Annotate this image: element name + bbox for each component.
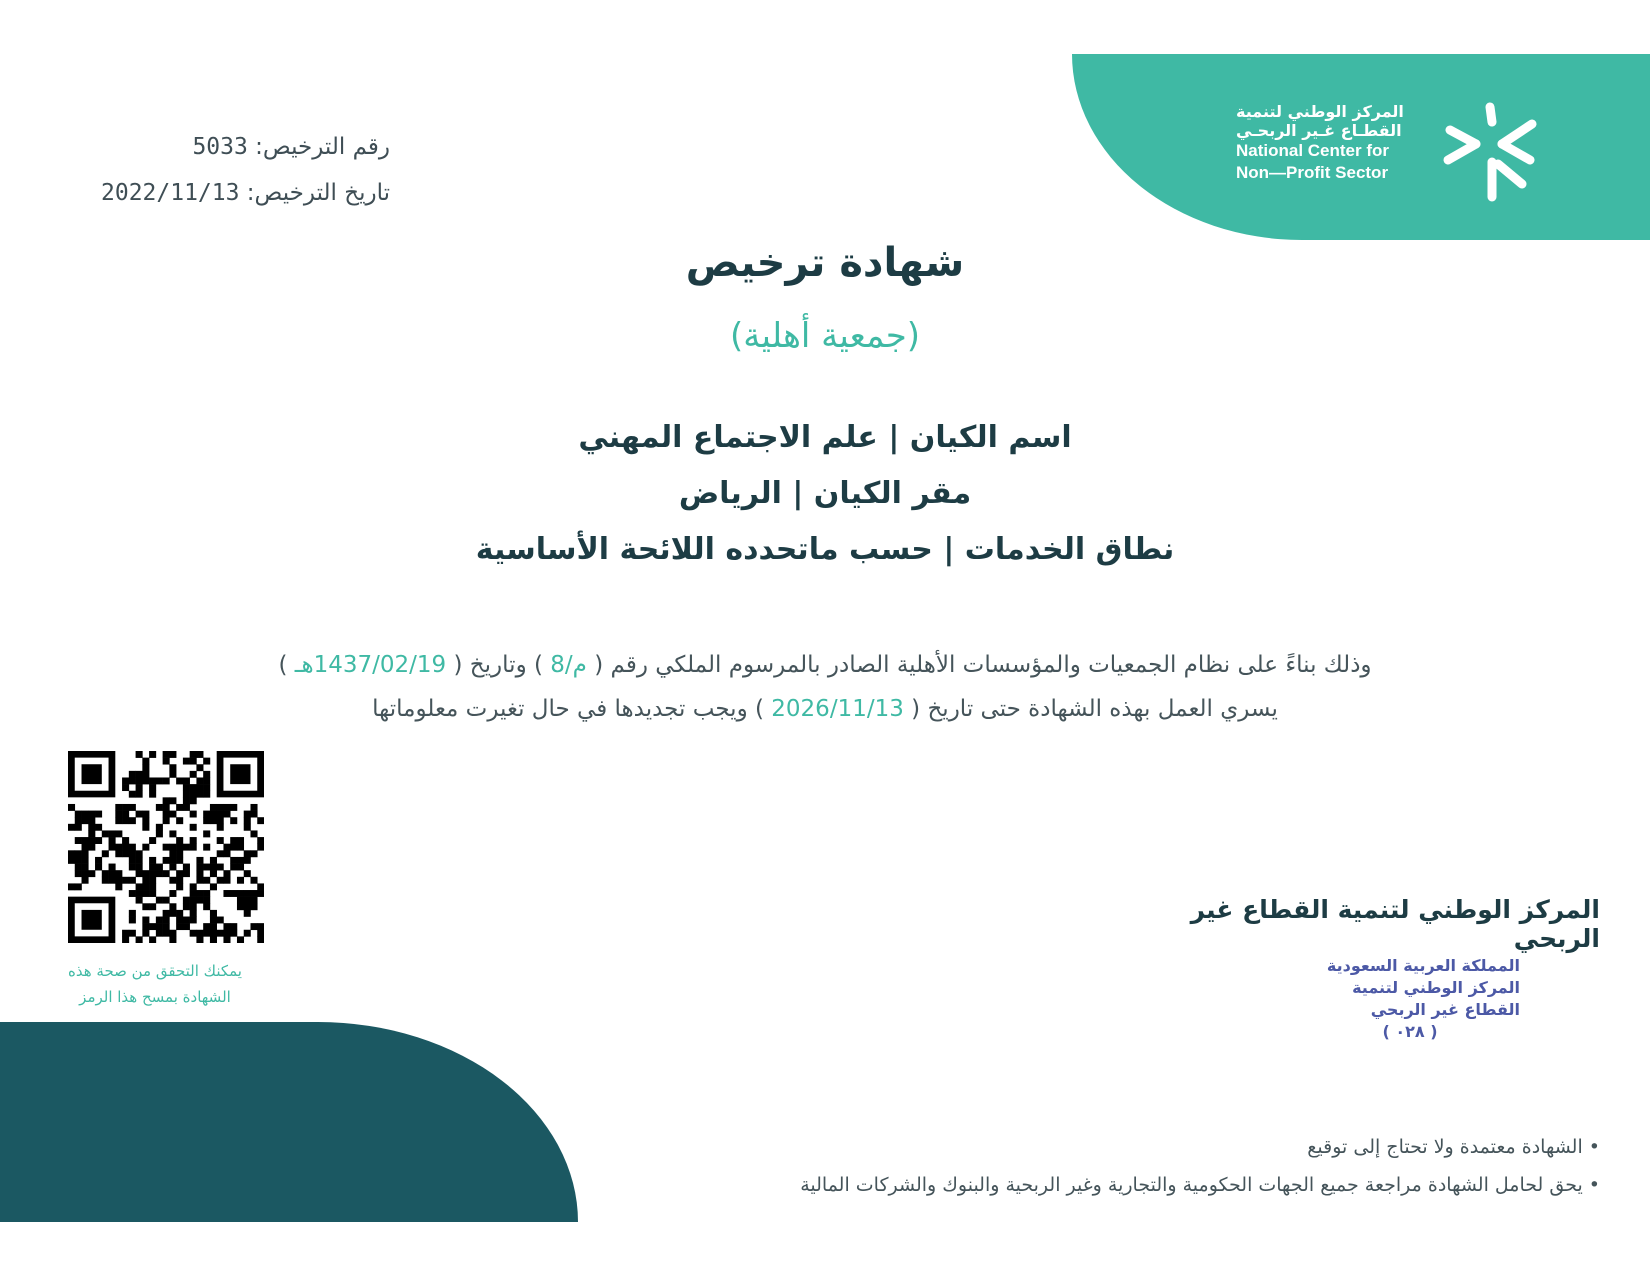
license-number-label: رقم الترخيص:: [255, 134, 390, 160]
stamp-line3: القطاع غير الربحي: [1370, 1000, 1520, 1019]
footer-dark-shape: [0, 1022, 578, 1222]
stamp-line2: المركز الوطني لتنمية: [1352, 978, 1520, 997]
logo-ar-line1: المركز الوطني لتنمية: [1236, 102, 1404, 121]
qr-code: [68, 751, 264, 943]
stamp-line1: المملكة العربية السعودية: [1326, 956, 1520, 975]
body-line1-c: ): [278, 652, 288, 678]
entity-seat: مقر الكيان | الرياض: [678, 476, 972, 511]
body-line-1: [0, 652, 1650, 678]
entity-scope: نطاق الخدمات | حسب ماتحدده اللائحة الأساسية: [475, 532, 1175, 567]
body-line-2: [0, 696, 1650, 722]
note-item: • الشهادة معتمدة ولا تحتاج إلى توقيع: [1307, 1136, 1600, 1158]
license-date-value: 2022/11/13: [101, 180, 240, 206]
note-item: • يحق لحامل الشهادة مراجعة جميع الجهات الحكومية والتجارية وغير الربحية والبنوك والشركات المالية: [800, 1174, 1600, 1196]
logo-mark-icon: [1440, 102, 1540, 202]
decree-date: 1437/02/19هـ: [294, 652, 447, 678]
issuer-name: المركز الوطني لتنمية القطاع غير الربحي: [1190, 895, 1600, 953]
certificate-subtitle: (جمعية أهلية): [729, 316, 921, 356]
decree-number: م/8: [550, 652, 587, 678]
qr-caption: [30, 958, 280, 1010]
qr-caption-line2: الشهادة بمسح هذا الرمز: [79, 988, 231, 1006]
logo-en-line1: National Center for: [1236, 141, 1390, 160]
stamp-number: ( ٠٢٨ ): [1382, 1022, 1438, 1041]
entity-name: اسم الكيان | علم الاجتماع المهني: [578, 420, 1072, 455]
body-line1-a: وذلك بناءً على نظام الجمعيات والمؤسسات الأهلية الصادر بالمرسوم الملكي رقم (: [594, 652, 1372, 678]
body-line1-b: ) وتاريخ (: [453, 652, 543, 678]
body-line2-b: ) ويجب تجديدها في حال تغيرت معلوماتها: [372, 696, 764, 722]
certificate-notes: [700, 1128, 1600, 1204]
license-info: [40, 124, 390, 216]
ncnp-logo: [1236, 102, 1540, 212]
license-number: [40, 124, 390, 170]
qr-caption-line1: يمكنك التحقق من صحة هذه: [68, 962, 242, 980]
license-date-label: تاريخ الترخيص:: [246, 180, 390, 206]
logo-ar-line2: القطـاع غـير الربحـي: [1236, 121, 1402, 140]
logo-en-line2: Non—Profit Sector: [1236, 163, 1389, 182]
logo-text: [1236, 102, 1436, 184]
valid-until-date: 2026/11/13: [771, 696, 904, 722]
official-stamp: [1290, 955, 1520, 1043]
license-number-value: 5033: [192, 134, 248, 160]
license-date: [40, 170, 390, 216]
body-line2-a: يسري العمل بهذه الشهادة حتى تاريخ (: [911, 696, 1278, 722]
certificate-title: شهادة ترخيص: [685, 240, 965, 286]
